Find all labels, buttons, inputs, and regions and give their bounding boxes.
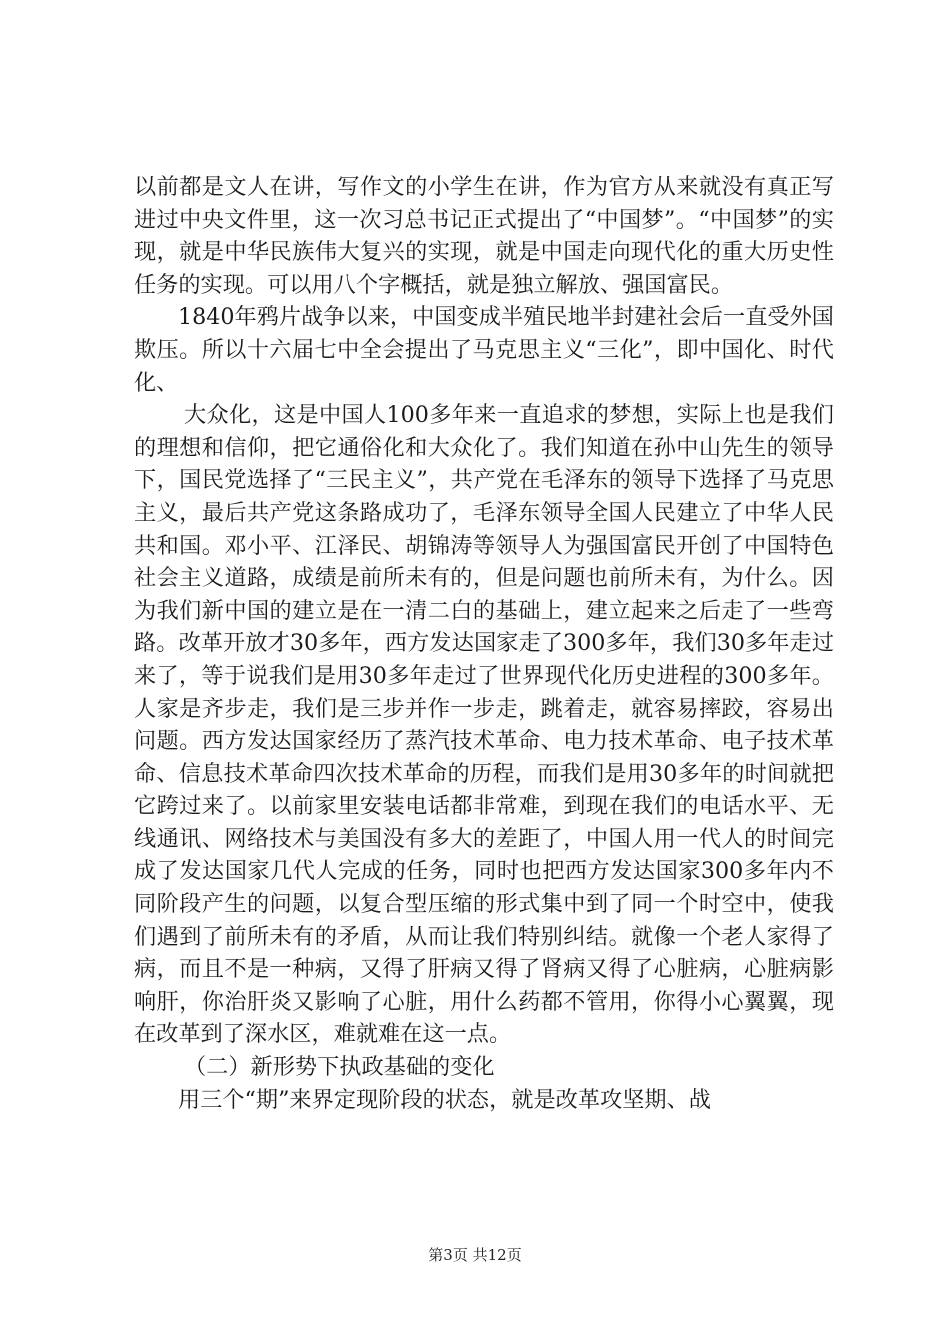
paragraph-popularization: 大众化，这是中国人100多年来一直追求的梦想，实际上也是我们的理想和信仰，把它通俗化和大众化了。我们知道在孙中山先生的领导下，国民党选择了“三民主义”，共产党在毛泽东的领导下选择了马克思主义，最后共产党这条路成功了，毛泽东领导全国人民建立了中华人民共和国。邓小平、江泽民、胡锦涛等领导人为强国富民开创了中国特色社会主义道路，成绩是前所未有的，但是问题也前所未有，为什么。因为我们新中国的建立是在一清二白的基础上，建立起来之后走了一些弯路。改革开放才30多年，西方发达国家走了300多年，我们30多年走过来了，等于说我们是用30多年走过了世界现代化历史进程的300多年。人家是齐步走，我们是三步并作一步走，跳着走，就容易摔跤，容易出问题。西方发达国家经历了蒸汽技术革命、电力技术革命、电子技术革命、信息技术革命四次技术革命的历程，而我们是用30多年的时间就把它跨过来了。以前家里安装电话都非常难，到现在我们的电话水平、无线通讯、网络技术与美国没有多大的差距了，中国人用一代人的时间完成了发达国家几代人完成的任务，同时也把西方发达国家300多年内不同阶段产生的问题，以复合型压缩的形式集中到了同一个时空中，使我们遇到了前所未有的矛盾，从而让我们特别纠结。就像一个老人家得了病，而且不是一种病，又得了肝病又得了肾病又得了心脏病，心脏病影响肝，你治肝炎又影响了心脏，用什么药都不管用，你得小心翼翼，现在改革到了深水区，难就难在这一点。	[134, 402, 834, 1048]
document-body	[134, 171, 834, 1116]
page-number-footer: 第3页 共12页	[428, 1246, 522, 1264]
section-heading: （二）新形势下执政基础的变化	[184, 1054, 495, 1081]
paragraph-opium-war: 1840年鸦片战争以来，中国变成半殖民地半封建社会后一直受外国欺压。所以十六届七中全会提出了马克思主义“三化”，即中国化、时代化、	[134, 304, 834, 396]
paragraph-intro: 以前都是文人在讲，写作文的小学生在讲，作为官方从来就没有真正写进过中央文件里，这一次习总书记正式提出了“中国梦”。“中国梦”的实现，就是中华民族伟大复兴的实现，就是中国走向现代化的重大历史性任务的实现。可以用八个字概括，就是独立解放、强国富民。	[134, 174, 834, 298]
paragraph-three-periods: 用三个“期”来界定现阶段的状态，就是改革攻坚期、战	[178, 1086, 711, 1113]
